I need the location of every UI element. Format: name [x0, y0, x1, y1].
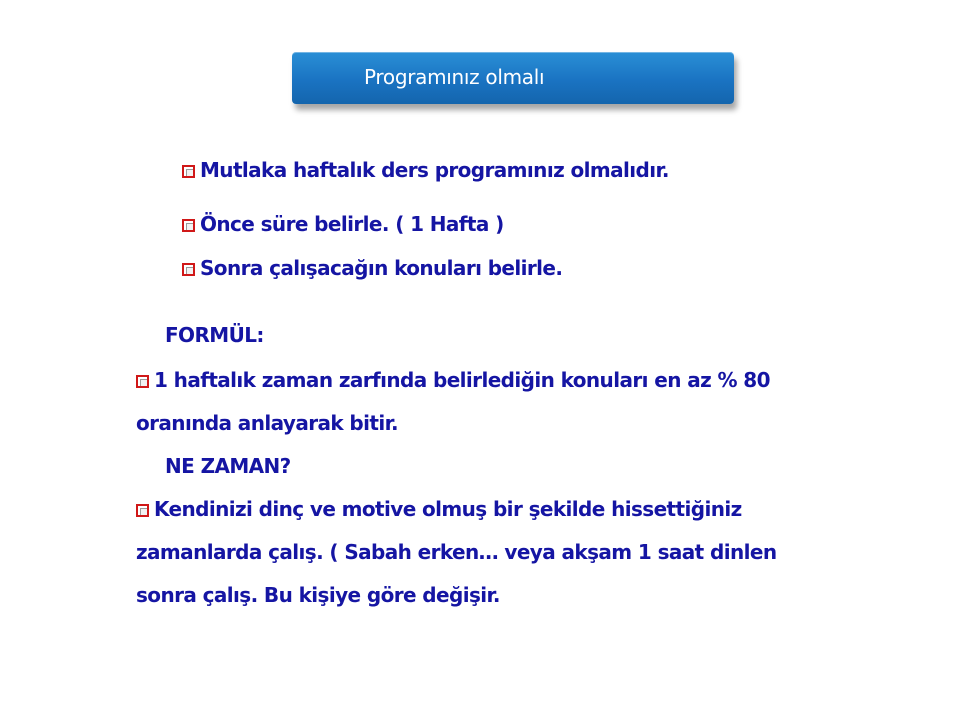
formula-text: 1 haftalık zaman zarfında belirlediğin konuları en az % 80	[154, 368, 770, 392]
bullet-item	[182, 212, 504, 236]
when-text-continuation: sonra çalış. Bu kişiye göre değişir.	[136, 583, 500, 607]
formula-text-continuation: oranında anlayarak bitir.	[136, 411, 399, 435]
slide-title-bar	[292, 52, 734, 104]
square-checkbox-icon	[182, 165, 195, 178]
bullet-item	[182, 256, 562, 280]
when-text: Kendinizi dinç ve motive olmuş bir şekilde hissettiğiniz	[154, 497, 742, 521]
bullet-text: Önce süre belirle. ( 1 Hafta )	[200, 212, 504, 236]
when-heading: NE ZAMAN?	[165, 454, 291, 478]
square-checkbox-icon	[182, 219, 195, 232]
when-text-line	[136, 497, 742, 521]
slide-title: Programınız olmalı	[364, 65, 545, 89]
bullet-text: Sonra çalışacağın konuları belirle.	[200, 256, 563, 280]
formula-text-line	[136, 368, 770, 392]
square-checkbox-icon	[136, 375, 149, 388]
bullet-item	[182, 158, 669, 182]
square-checkbox-icon	[182, 263, 195, 276]
square-checkbox-icon	[136, 504, 149, 517]
when-text-continuation: zamanlarda çalış. ( Sabah erken… veya akşam 1 saat dinlen	[136, 540, 777, 564]
formula-heading: FORMÜL:	[165, 323, 264, 347]
bullet-text: Mutlaka haftalık ders programınız olmalıdır.	[200, 158, 669, 182]
